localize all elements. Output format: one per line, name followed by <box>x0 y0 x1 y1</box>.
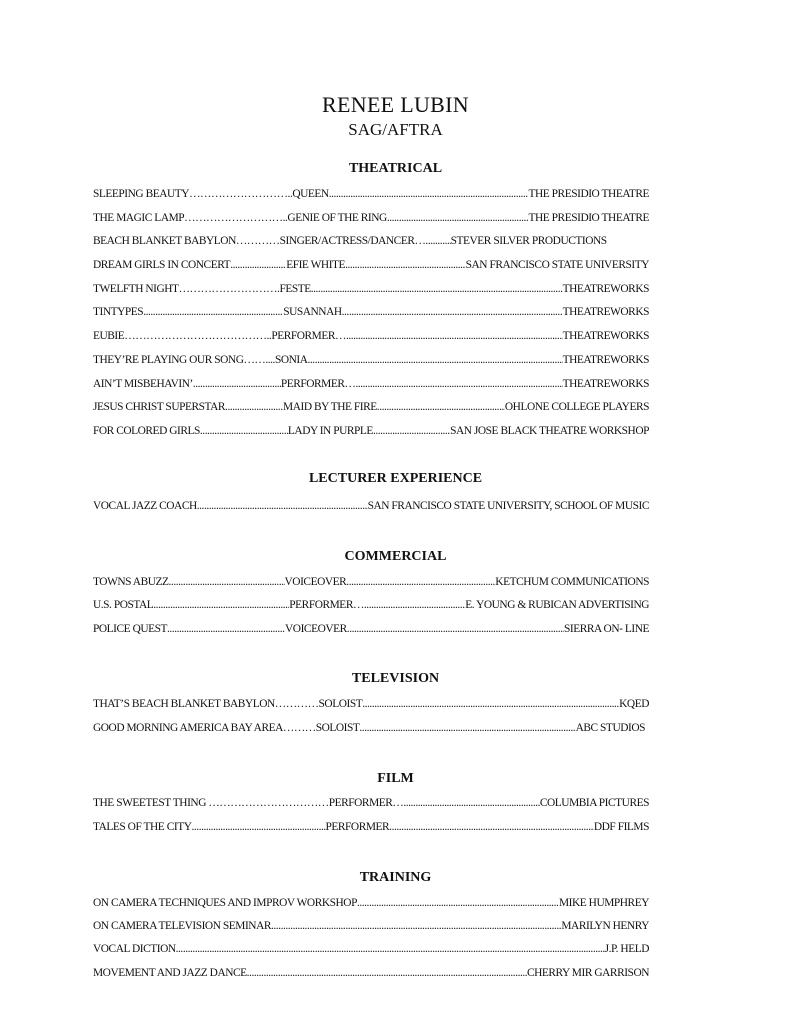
theatrical-row <box>93 210 649 226</box>
dot-leader <box>329 186 529 202</box>
role: LADY IN PURPLE <box>287 425 373 437</box>
theatrical-row <box>93 399 649 415</box>
dot-leader <box>349 574 496 590</box>
training-row <box>93 941 649 957</box>
union-affiliation: SAG/AFTRA <box>348 120 443 139</box>
production: TOWNS ABUZZ <box>93 576 169 588</box>
dot-leader <box>387 210 529 226</box>
company: COLUMBIA PICTURES <box>539 797 649 809</box>
company: THEATREWORKS <box>562 378 649 390</box>
production: GOOD MORNING AMERICA BAY AREA……… <box>93 722 316 734</box>
company: KQED <box>619 698 649 710</box>
dot-leader <box>200 423 288 439</box>
resume-name: RENEE LUBIN <box>322 92 469 117</box>
role: PERFORMER… <box>328 797 404 809</box>
dot-leader <box>230 257 286 273</box>
production: THE MAGIC LAMP……………………….. <box>93 212 288 224</box>
role: VOICEOVER. <box>284 576 349 588</box>
theatrical-row <box>93 423 649 439</box>
production: BEACH BLANKET BABYLON………… <box>93 235 280 247</box>
commercial-row <box>93 597 649 613</box>
production: SLEEPING BEAUTY……………………….. <box>93 188 293 200</box>
course: ON CAMERA TECHNIQUES AND IMPROV WORKSHOP <box>93 897 357 909</box>
section-title-commercial: COMMERCIAL <box>344 549 447 564</box>
course: MOVEMENT AND JAZZ DANCE <box>93 967 247 979</box>
company: ABC STUDIOS <box>575 722 645 734</box>
section-title-theatrical: THEATRICAL <box>348 161 443 176</box>
dot-leader <box>362 696 619 712</box>
dot-leader <box>347 621 564 637</box>
dot-leader <box>373 423 450 439</box>
theatrical-row <box>93 352 649 368</box>
role: SUSANNAH <box>283 306 342 318</box>
production: THEY’RE PLAYING OUR SONG…….... <box>93 354 275 366</box>
company: KETCHUM COMMUNICATIONS <box>495 576 649 588</box>
institution: SAN FRANCISCO STATE UNIVERSITY, SCHOOL OF MUSIC <box>367 500 649 512</box>
dot-leader <box>169 574 285 590</box>
production: POLICE QUEST <box>93 623 168 635</box>
production: TINTYPES <box>93 306 144 318</box>
role: FESTE <box>279 283 311 295</box>
dot-leader <box>225 399 283 415</box>
instructor: MIKE HUMPHREY <box>558 897 649 909</box>
film-row <box>93 819 649 835</box>
dot-leader <box>143 304 283 320</box>
dot-leader <box>346 328 563 344</box>
dot-leader <box>153 597 289 613</box>
company: SAN FRANCISCO STATE UNIVERSITY <box>465 259 649 271</box>
role: PERFORMER… <box>280 378 356 390</box>
dot-leader <box>403 795 540 811</box>
production: TWELFTH NIGHT………………………. <box>93 283 280 295</box>
instructor: J.P. HELD <box>604 943 649 955</box>
dot-leader <box>197 498 368 514</box>
section-title-training: TRAINING <box>359 870 432 885</box>
production: AIN’T MISBEHAVIN’ <box>93 378 193 390</box>
dot-leader <box>193 376 281 392</box>
production: THAT’S BEACH BLANKET BABYLON………… <box>93 698 319 710</box>
role: SONIA <box>274 354 308 366</box>
training-row <box>93 918 649 934</box>
role: VOICEOVER <box>285 623 347 635</box>
company: SAN JOSE BLACK THEATRE WORKSHOP <box>450 425 649 437</box>
dot-leader <box>355 376 562 392</box>
role: PERFORMER… <box>289 599 364 611</box>
dot-leader <box>167 621 285 637</box>
theatrical-row <box>93 304 649 320</box>
theatrical-row <box>93 186 649 202</box>
production: JESUS CHRIST SUPERSTAR <box>93 401 226 413</box>
role: QUEEN <box>292 188 329 200</box>
production: TALES OF THE CITY <box>93 821 192 833</box>
company: OHLONE COLLEGE PLAYERS <box>504 401 649 413</box>
dot-leader <box>364 597 465 613</box>
role: PERFORMER… <box>271 330 346 342</box>
lecturer-row <box>93 498 649 514</box>
commercial-row <box>93 621 649 637</box>
dot-leader <box>392 819 594 835</box>
production: U.S. POSTAL <box>93 599 154 611</box>
role: PERFORMER. <box>325 821 392 833</box>
television-row <box>93 696 649 712</box>
dot-leader <box>273 918 561 934</box>
production: THE SWEETEST THING …………………………… <box>93 797 329 809</box>
dot-leader <box>359 720 575 736</box>
dot-leader <box>357 895 559 911</box>
role: EFIE WHITE <box>286 259 346 271</box>
company: THE PRESIDIO THEATRE <box>528 212 649 224</box>
company: THEATREWORKS <box>562 354 649 366</box>
instructor: MARILYN HENRY <box>561 920 649 932</box>
production: DREAM GIRLS IN CONCERT <box>93 259 231 271</box>
theatrical-row <box>93 328 649 344</box>
training-row <box>93 895 649 911</box>
dot-leader <box>192 819 326 835</box>
dot-leader <box>345 257 466 273</box>
position: VOCAL JAZZ COACH <box>93 500 197 512</box>
dot-leader <box>377 399 505 415</box>
company: DDF FILMS <box>593 821 649 833</box>
role: SINGER/ACTRESS/DANCER…........ <box>279 235 445 247</box>
dot-leader <box>308 352 563 368</box>
company: THEATREWORKS <box>562 283 649 295</box>
dot-leader <box>176 941 605 957</box>
television-row <box>93 720 649 736</box>
section-title-film: FILM <box>377 771 414 786</box>
role: MAID BY THE FIRE <box>283 401 377 413</box>
dot-leader <box>311 281 563 297</box>
company: THEATREWORKS <box>562 330 649 342</box>
company: E. YOUNG & RUBICAN ADVERTISING <box>465 599 649 611</box>
instructor: CHERRY MIR GARRISON <box>526 967 649 979</box>
company: SIERRA ON- LINE <box>563 623 649 635</box>
course: ON CAMERA TELEVISION SEMINAR. <box>93 920 274 932</box>
training-row <box>93 965 649 981</box>
dot-leader <box>342 304 563 320</box>
company: STEVER SILVER PRODUCTIONS <box>450 235 607 247</box>
theatrical-row <box>93 281 649 297</box>
theatrical-row <box>93 233 649 249</box>
production: EUBIE………………………………….. <box>93 330 272 342</box>
section-title-television: TELEVISION <box>351 671 440 686</box>
theatrical-row <box>93 376 649 392</box>
role: SOLOIST <box>315 722 360 734</box>
theatrical-row <box>93 257 649 273</box>
company: THEATREWORKS <box>562 306 649 318</box>
production: FOR COLORED GIRLS <box>93 425 200 437</box>
role: GENIE OF THE RING <box>287 212 387 224</box>
company: THE PRESIDIO THEATRE <box>528 188 649 200</box>
role: SOLOIST <box>318 698 363 710</box>
commercial-row <box>93 574 649 590</box>
film-row <box>93 795 649 811</box>
section-title-lecturer: LECTURER EXPERIENCE <box>308 471 483 486</box>
dot-leader <box>247 965 527 981</box>
course: VOCAL DICTION <box>93 943 176 955</box>
